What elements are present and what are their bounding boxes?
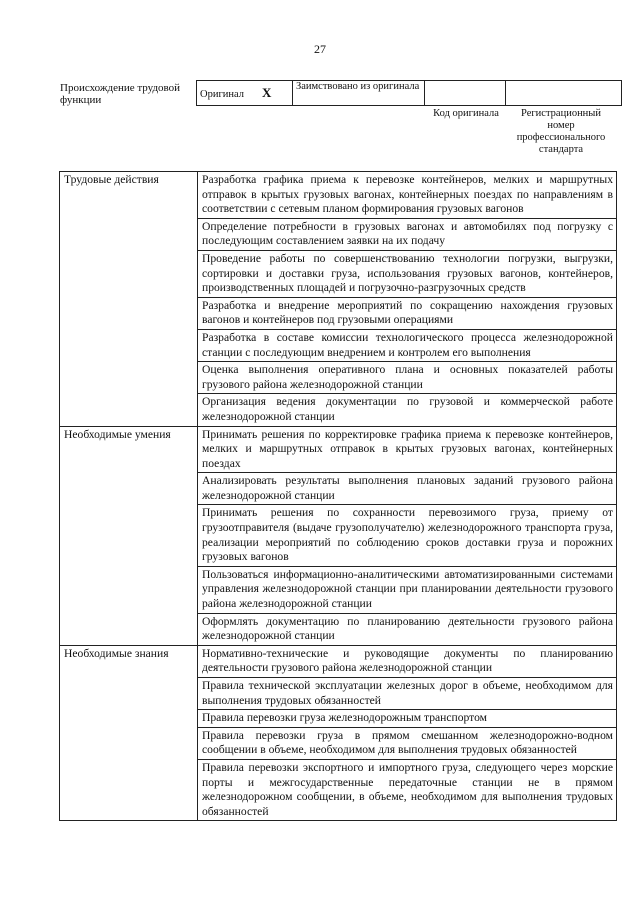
- code-caption: Код оригинала: [433, 108, 499, 119]
- table-cell: Проведение работы по совершенствованию технологии погрузки, выгрузки, сортировки и доставки груза, использования грузовых вагонов, контейнеров, производственных площадей и погрузочно-разгрузочных средств: [198, 250, 617, 297]
- table-cell: Оформлять документацию по планированию деятельности грузового района железнодорожной станции: [198, 613, 617, 645]
- code-cell: [425, 81, 506, 106]
- table-cell: Правила перевозки груза в прямом смешанном железнодорожно-водном сообщении в объеме, необходимом для выполнения трудовых обязанностей: [198, 727, 617, 759]
- table-cell: Разработка в составе комиссии технологического процесса железнодорожной станции с последующим внедрением и контролем его выполнения: [198, 329, 617, 361]
- table-cell: Нормативно-технические и руководящие документы по планированию деятельности грузового района железнодорожной станции: [198, 645, 617, 677]
- table-cell: Разработка и внедрение мероприятий по сокращению нахождения грузовых вагонов и контейнеров под грузовыми операциями: [198, 297, 617, 329]
- table-row: [60, 426, 617, 473]
- table-row: [60, 645, 617, 677]
- table-cell: Организация ведения документации по грузовой и коммерческой работе железнодорожной станции: [198, 394, 617, 426]
- origin-label: Происхождение трудовой функции: [60, 82, 181, 106]
- original-mark: X: [262, 84, 272, 100]
- table-cell: Правила технической эксплуатации железных дорог в объеме, необходимом для выполнения трудовых обязанностей: [198, 678, 617, 710]
- borrowed-label: Заимствовано из оригинала: [296, 81, 420, 92]
- reg-number-cell: [506, 81, 622, 106]
- page-number: 27: [314, 42, 326, 56]
- table-cell: Определение потребности в грузовых вагонах и автомобилях под погрузку с последующим составлением заявки на их подачу: [198, 218, 617, 250]
- table-cell: Пользоваться информационно-аналитическими автоматизированными системами управления железнодорожной станции при планировании деятельности грузового района железнодорожной станции: [198, 566, 617, 613]
- section-title: Необходимые знания: [60, 645, 198, 821]
- table-cell: Принимать решения по сохранности перевозимого груза, приему от грузоотправителя (выдаче грузополучателю) железнодорожного транспорта груза, реализации мероприятий по соблюдению сроков доставки груза и порожних грузовых вагонов: [198, 505, 617, 566]
- section-title: Необходимые умения: [60, 426, 198, 645]
- function-table: [59, 171, 617, 821]
- original-label: Оригинал: [200, 88, 244, 100]
- borrowed-cell: [293, 81, 425, 106]
- table-cell: Принимать решения по корректировке графика приема к перевозке контейнеров, мелких и маршрутных отправок в крытых грузовых вагонах, контейнерных поездах: [198, 426, 617, 473]
- origin-table: [196, 80, 622, 106]
- table-cell: Разработка графика приема к перевозке контейнеров, мелких и маршрутных отправок в крытых грузовых вагонах, контейнерных поездах по направлениям в соответствии с сетевым планом формирования грузовых вагонов: [198, 172, 617, 219]
- original-cell: [197, 81, 293, 106]
- table-cell: Оценка выполнения оперативного плана и основных показателей работы грузового района железнодорожной станции: [198, 362, 617, 394]
- reg-number-caption: Регистрационный номер профессионального стандарта: [516, 108, 606, 155]
- table-cell: Анализировать результаты выполнения плановых заданий грузового района железнодорожной станции: [198, 473, 617, 505]
- table-row: [60, 172, 617, 219]
- table-cell: Правила перевозки экспортного и импортного груза, следующего через морские порты и межгосударственные передаточные станции не в прямом железнодорожном сообщении, в объеме, необходимом для выполнения трудовых обязанностей: [198, 759, 617, 820]
- table-cell: Правила перевозки груза железнодорожным транспортом: [198, 710, 617, 728]
- section-title: Трудовые действия: [60, 172, 198, 427]
